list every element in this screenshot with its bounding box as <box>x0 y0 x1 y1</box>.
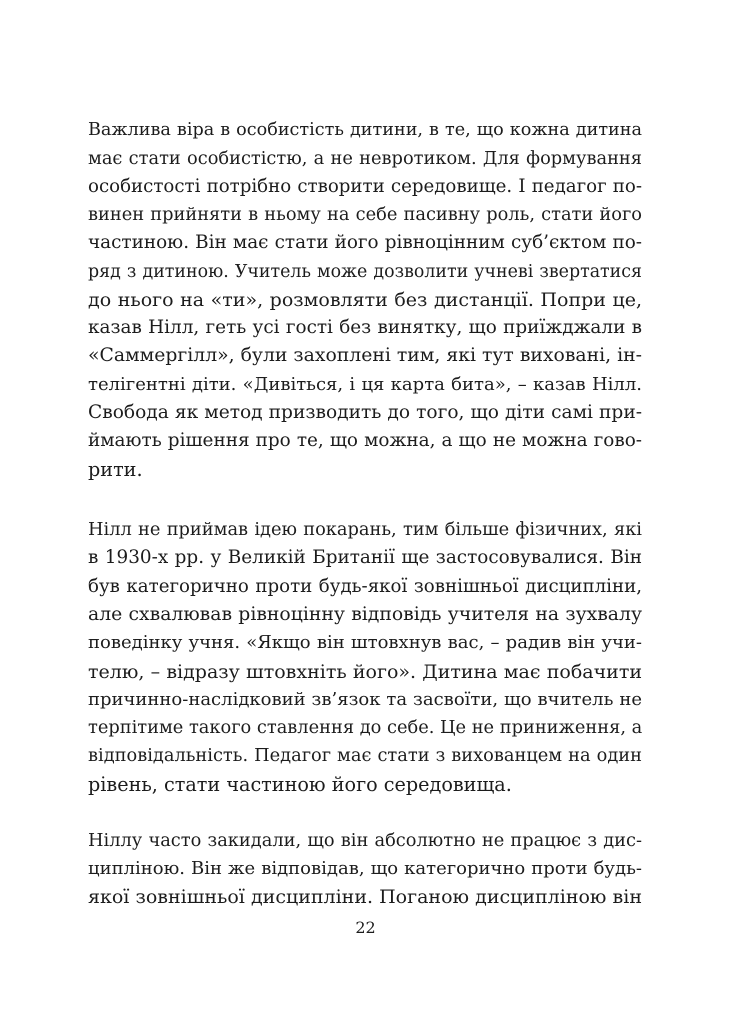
text-line: «Саммергілл», були захоплені тим, які тут виховані, ін- <box>88 345 642 366</box>
text-line: телю, – відразу штовхніть його». Дитина має побачити <box>88 661 642 683</box>
text-line: телігентні діти. «Дивіться, і ця карта бита», – казав Нілл. <box>88 374 642 395</box>
text-line: винен прийняти в ньому на себе пасивну роль, стати його <box>88 204 642 225</box>
text-line: має стати особистістю, а не невротиком. Для формування <box>88 148 642 169</box>
text-line: якої зовнішньої дисципліни. Поганою дисципліною він <box>88 886 642 908</box>
text-line: рити. <box>88 458 143 481</box>
text-line: до нього на «ти», розмовляти без дистанції. Попри це, <box>88 289 642 311</box>
text-line: причинно-наслідковий зв’язок та засвоїти, що вчитель не <box>88 689 642 710</box>
text-line: ципліною. Він же відповідав, що категорично проти будь- <box>88 858 642 879</box>
text-line: Нілл не приймав ідею покарань, тим більше фізичних, які <box>88 519 642 540</box>
text-line: Свобода як метод призводить до того, що діти самі при- <box>88 402 642 423</box>
page-number: 22 <box>355 918 376 937</box>
text-line: поведінку учня. «Якщо він штовхнув вас, – радив він учи- <box>88 632 642 653</box>
text-line: був категорично проти будь-якої зовнішньої дисципліни, <box>88 576 642 597</box>
text-line: відповідальність. Педагог має стати з вихованцем на один <box>88 745 642 766</box>
text-line: казав Нілл, геть усі гості без винятку, що приїжджали в <box>88 317 642 338</box>
text-line: в 1930-х рр. у Великій Британії ще застосовувалися. Він <box>88 547 642 568</box>
text-line: Ніллу часто закидали, що він абсолютно не працює з дис- <box>88 830 642 851</box>
text-line: Важлива віра в особистість дитини, в те, що кожна дитина <box>88 120 642 140</box>
text-line: частиною. Він має стати його рівноцінним суб’єктом по- <box>88 232 642 253</box>
text-line: ймають рішення про те, що можна, а що не можна гово- <box>88 430 642 451</box>
text-line: особистості потрібно створити середовище. І педагог по- <box>88 176 642 197</box>
text-line: рівень, стати частиною його середовища. <box>88 773 512 796</box>
text-line: ряд з дитиною. Учитель може дозволити учневі звертатися <box>88 262 642 282</box>
text-line: терпітиме такого ставлення до себе. Це не приниження, а <box>88 717 642 738</box>
text-line: але схвалював рівноцінну відповідь учителя на зухвалу <box>88 604 642 625</box>
